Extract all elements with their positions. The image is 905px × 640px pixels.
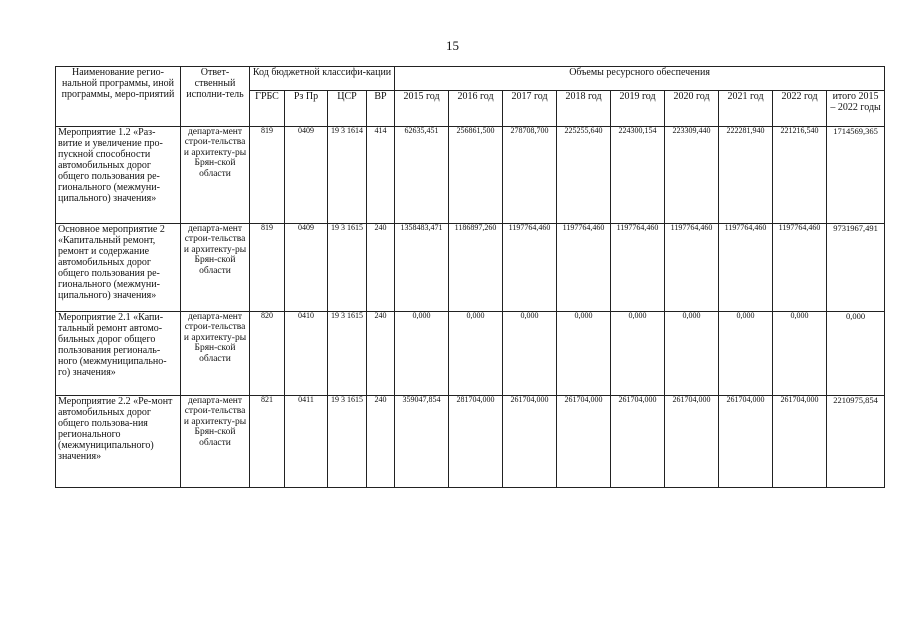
row-vr: 414 — [367, 127, 395, 224]
row-value-2021: 1197764,460 — [719, 224, 773, 312]
row-csr: 19 3 1615 — [328, 224, 367, 312]
row-value-2016: 1186897,260 — [449, 224, 503, 312]
row-value-2020: 1197764,460 — [665, 224, 719, 312]
header-year-2015: 2015 год — [395, 91, 449, 127]
row-responsible: департа-мент строи-тельства и архитекту-ры Брян-ской области — [181, 312, 250, 396]
row-name: Мероприятие 2.2 «Ре-монт автомобильных дорог общего пользова-ния регионального (межмуниципального) значения» — [56, 396, 181, 488]
row-value-2022: 1197764,460 — [773, 224, 827, 312]
row-rzpr: 0409 — [285, 224, 328, 312]
header-year-2016: 2016 год — [449, 91, 503, 127]
row-value-2020: 223309,440 — [665, 127, 719, 224]
row-value-2019: 0,000 — [611, 312, 665, 396]
table-row — [56, 396, 885, 488]
row-value-2015: 0,000 — [395, 312, 449, 396]
table-row — [56, 127, 885, 224]
header-responsible-col: Ответ-ственный исполни-тель — [181, 67, 250, 127]
row-value-2018: 1197764,460 — [557, 224, 611, 312]
row-value-2019: 1197764,460 — [611, 224, 665, 312]
row-value-2015: 1358483,471 — [395, 224, 449, 312]
row-value-2018: 0,000 — [557, 312, 611, 396]
header-vr: ВР — [367, 91, 395, 127]
row-rzpr: 0411 — [285, 396, 328, 488]
header-total: итого 2015 – 2022 годы — [827, 91, 885, 127]
row-vr: 240 — [367, 312, 395, 396]
row-csr: 19 3 1615 — [328, 312, 367, 396]
row-value-2022: 221216,540 — [773, 127, 827, 224]
row-grbs: 821 — [250, 396, 285, 488]
row-value-2015: 62635,451 — [395, 127, 449, 224]
row-responsible: департа-мент строи-тельства и архитекту-ры Брян-ской области — [181, 396, 250, 488]
row-value-2020: 261704,000 — [665, 396, 719, 488]
row-vr: 240 — [367, 224, 395, 312]
row-value-2022: 261704,000 — [773, 396, 827, 488]
table-row — [56, 224, 885, 312]
row-value-2015: 359047,854 — [395, 396, 449, 488]
row-value-2016: 281704,000 — [449, 396, 503, 488]
header-csr: ЦСР — [328, 91, 367, 127]
row-total: 9731967,491 — [827, 224, 885, 312]
row-name: Основное мероприятие 2 «Капитальный ремонт, ремонт и содержание автомобильных дорог общего пользования ре-гионального (межмуни-ципального) значения» — [56, 224, 181, 312]
row-value-2020: 0,000 — [665, 312, 719, 396]
header-year-2022: 2022 год — [773, 91, 827, 127]
header-year-2021: 2021 год — [719, 91, 773, 127]
row-csr: 19 3 1615 — [328, 396, 367, 488]
page-number: 15 — [446, 38, 459, 53]
row-value-2021: 0,000 — [719, 312, 773, 396]
row-total: 0,000 — [827, 312, 885, 396]
row-total: 2210975,854 — [827, 396, 885, 488]
row-name: Мероприятие 1.2 «Раз-витие и увеличение про-пускной способности автомобильных дорог общего пользования ре-гионального (межмуни-ципального) значения» — [56, 127, 181, 224]
row-value-2017: 1197764,460 — [503, 224, 557, 312]
row-name: Мероприятие 2.1 «Капи-тальный ремонт автомо-бильных дорог общего пользования региональ-ного (межмуниципально-го) значения» — [56, 312, 181, 396]
budget-table — [55, 66, 885, 488]
row-grbs: 820 — [250, 312, 285, 396]
row-responsible: департа-мент строи-тельства и архитекту-ры Брян-ской области — [181, 127, 250, 224]
header-year-2019: 2019 год — [611, 91, 665, 127]
header-budget-code: Код бюджетной классифи-кации — [250, 67, 395, 91]
row-grbs: 819 — [250, 224, 285, 312]
row-value-2022: 0,000 — [773, 312, 827, 396]
row-value-2021: 261704,000 — [719, 396, 773, 488]
row-responsible: департа-мент строи-тельства и архитекту-ры Брян-ской области — [181, 224, 250, 312]
table-row — [56, 312, 885, 396]
row-value-2017: 0,000 — [503, 312, 557, 396]
row-value-2019: 261704,000 — [611, 396, 665, 488]
row-value-2017: 278708,700 — [503, 127, 557, 224]
row-vr: 240 — [367, 396, 395, 488]
header-year-2020: 2020 год — [665, 91, 719, 127]
header-name-col: Наименование регио-нальной программы, иной программы, меро-приятий — [56, 67, 181, 127]
row-total: 1714569,365 — [827, 127, 885, 224]
row-csr: 19 3 1614 — [328, 127, 367, 224]
row-grbs: 819 — [250, 127, 285, 224]
row-value-2021: 222281,940 — [719, 127, 773, 224]
row-value-2017: 261704,000 — [503, 396, 557, 488]
row-value-2018: 225255,640 — [557, 127, 611, 224]
header-resources: Объемы ресурсного обеспечения — [395, 67, 885, 91]
header-year-2018: 2018 год — [557, 91, 611, 127]
row-value-2019: 224300,154 — [611, 127, 665, 224]
header-grbs: ГРБС — [250, 91, 285, 127]
row-value-2016: 256861,500 — [449, 127, 503, 224]
header-year-2017: 2017 год — [503, 91, 557, 127]
header-rzpr: Рз Пр — [285, 91, 328, 127]
row-value-2016: 0,000 — [449, 312, 503, 396]
row-rzpr: 0409 — [285, 127, 328, 224]
row-value-2018: 261704,000 — [557, 396, 611, 488]
row-rzpr: 0410 — [285, 312, 328, 396]
